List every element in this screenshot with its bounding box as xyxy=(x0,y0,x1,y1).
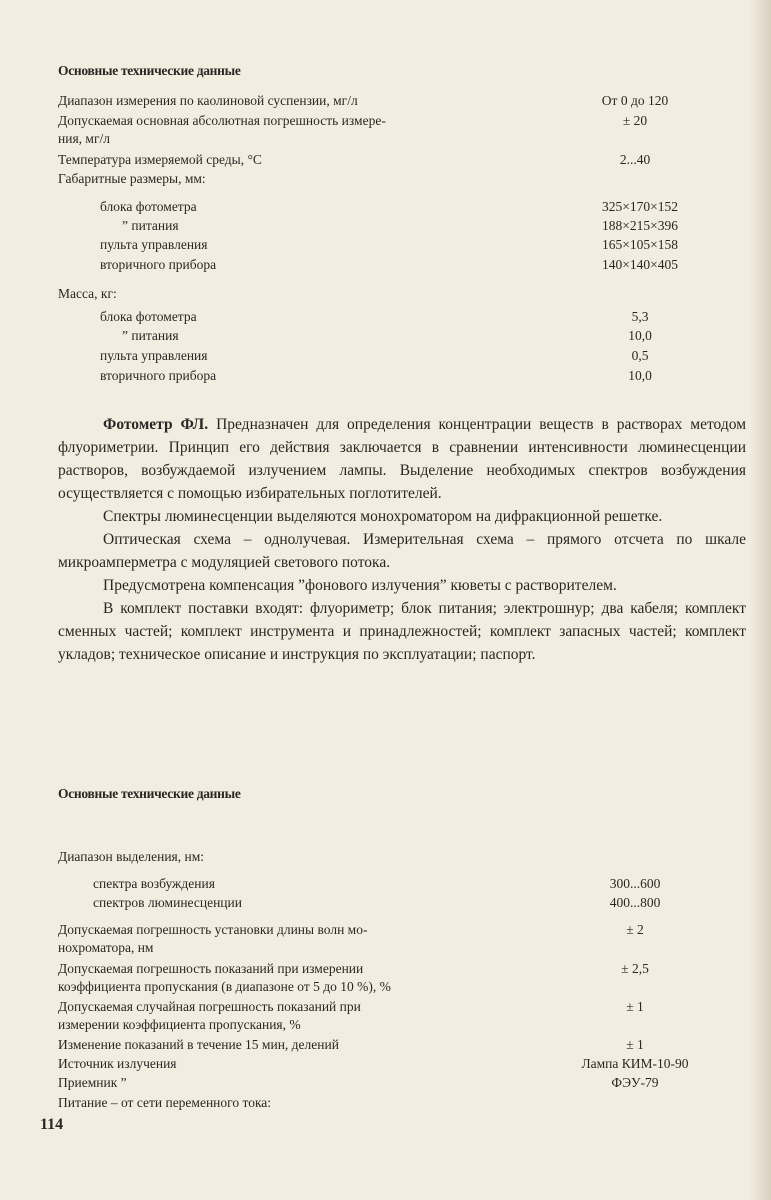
spec-label: Приемник ” xyxy=(58,1075,127,1090)
spec-label: Габаритные размеры, мм: xyxy=(58,171,206,186)
spec-label-cont: нохроматора, нм xyxy=(58,940,154,955)
range-item-value: 400...800 xyxy=(609,895,661,910)
spec-value: ± 2 xyxy=(626,922,644,937)
spec-value: 2...40 xyxy=(619,152,651,167)
description-text xyxy=(58,413,746,666)
spec-label: Источник излучения xyxy=(58,1056,177,1071)
spec-label-cont: коэффициента пропускания (в диапазоне от 5 до 10 %), % xyxy=(58,979,391,994)
paragraph: Спектры люминесценции выделяются монохроматором на дифракционной решетке. xyxy=(103,508,663,525)
paragraph-text: Предназначен для определения концентрации веществ в растворах методом флуориметрии. Принцип его действия заключается в сравнении интенсивности люминесценции растворов, возбуждаемой излучением лампы. Выделение необходимых спектров возбуждения осуществляется с помощью избирательных поглотителей. xyxy=(58,416,747,502)
mass-item-value: 5,3 xyxy=(631,309,649,324)
spec-label: Допускаемая погрешность показаний при измерении xyxy=(58,961,364,976)
range-item-label: спектров люминесценции xyxy=(93,895,242,910)
paragraph xyxy=(58,413,746,505)
paragraph: В комплект поставки входят: флуориметр; блок питания; электрошнур; два кабеля; комплект сменных частей; комплект инструмента и принадлежностей; комплект запасных частей; комплект укладов; техническое описание и инструкция по эксплуатации; паспорт. xyxy=(58,600,746,663)
spec-value: ФЭУ-79 xyxy=(611,1075,659,1090)
paragraph: Оптическая схема – однолучевая. Измерительная схема – прямого отсчета по шкале микроамперметра с модуляцией светового потока. xyxy=(58,531,746,571)
page-number: 114 xyxy=(40,1116,64,1133)
dimension-label: ” питания xyxy=(122,218,179,233)
section1-heading: Основные технические данные xyxy=(58,63,241,78)
spec-label-cont: измерении коэффициента пропускания, % xyxy=(58,1017,301,1032)
spec-label: Питание – от сети переменного тока: xyxy=(58,1095,272,1110)
paragraph: Предусмотрена компенсация ”фонового излучения” кюветы с растворителем. xyxy=(103,577,617,594)
dimension-label: пульта управления xyxy=(100,237,208,252)
mass-item-value: 10,0 xyxy=(628,368,652,383)
spec-value: ± 1 xyxy=(626,999,644,1014)
spec-value: Лампа КИМ-10-90 xyxy=(581,1056,689,1071)
mass-item-label: ” питания xyxy=(122,328,179,343)
range-item-value: 300...600 xyxy=(609,876,661,891)
mass-item-value: 0,5 xyxy=(631,348,649,363)
device-title: Фотометр ФЛ. xyxy=(103,416,209,433)
spec-label: Допускаемая основная абсолютная погрешность измере- xyxy=(58,113,386,128)
spec-label: Изменение показаний в течение 15 мин, делений xyxy=(58,1037,339,1052)
section2-heading: Основные технические данные xyxy=(58,786,241,801)
range-label: Диапазон выделения, нм: xyxy=(58,849,205,864)
mass-label: Масса, кг: xyxy=(58,286,117,301)
mass-item-label: блока фотометра xyxy=(100,309,197,324)
dimension-label: вторичного прибора xyxy=(100,257,217,272)
mass-item-value: 10,0 xyxy=(628,328,652,343)
range-item-label: спектра возбуждения xyxy=(93,876,215,891)
mass-item-label: пульта управления xyxy=(100,348,208,363)
spec-value: ± 1 xyxy=(626,1037,644,1052)
spec-label-cont: ния, мг/л xyxy=(58,131,110,146)
spec-value: ± 2,5 xyxy=(621,961,649,976)
spec-label: Допускаемая случайная погрешность показаний при xyxy=(58,999,361,1014)
dimension-value: 325×170×152 xyxy=(602,199,678,214)
spec-label: Допускаемая погрешность установки длины волн мо- xyxy=(58,922,368,937)
spec-value: От 0 до 120 xyxy=(601,93,669,108)
page-edge-shadow xyxy=(749,0,771,1200)
mass-item-label: вторичного прибора xyxy=(100,368,217,383)
dimension-value: 188×215×396 xyxy=(602,218,678,233)
spec-label: Температура измеряемой среды, °С xyxy=(58,152,262,167)
dimension-value: 140×140×405 xyxy=(602,257,678,272)
spec-value: ± 20 xyxy=(622,113,648,128)
spec-label: Диапазон измерения по каолиновой суспензии, мг/л xyxy=(58,93,358,108)
dimension-value: 165×105×158 xyxy=(602,237,678,252)
dimension-label: блока фотометра xyxy=(100,199,197,214)
